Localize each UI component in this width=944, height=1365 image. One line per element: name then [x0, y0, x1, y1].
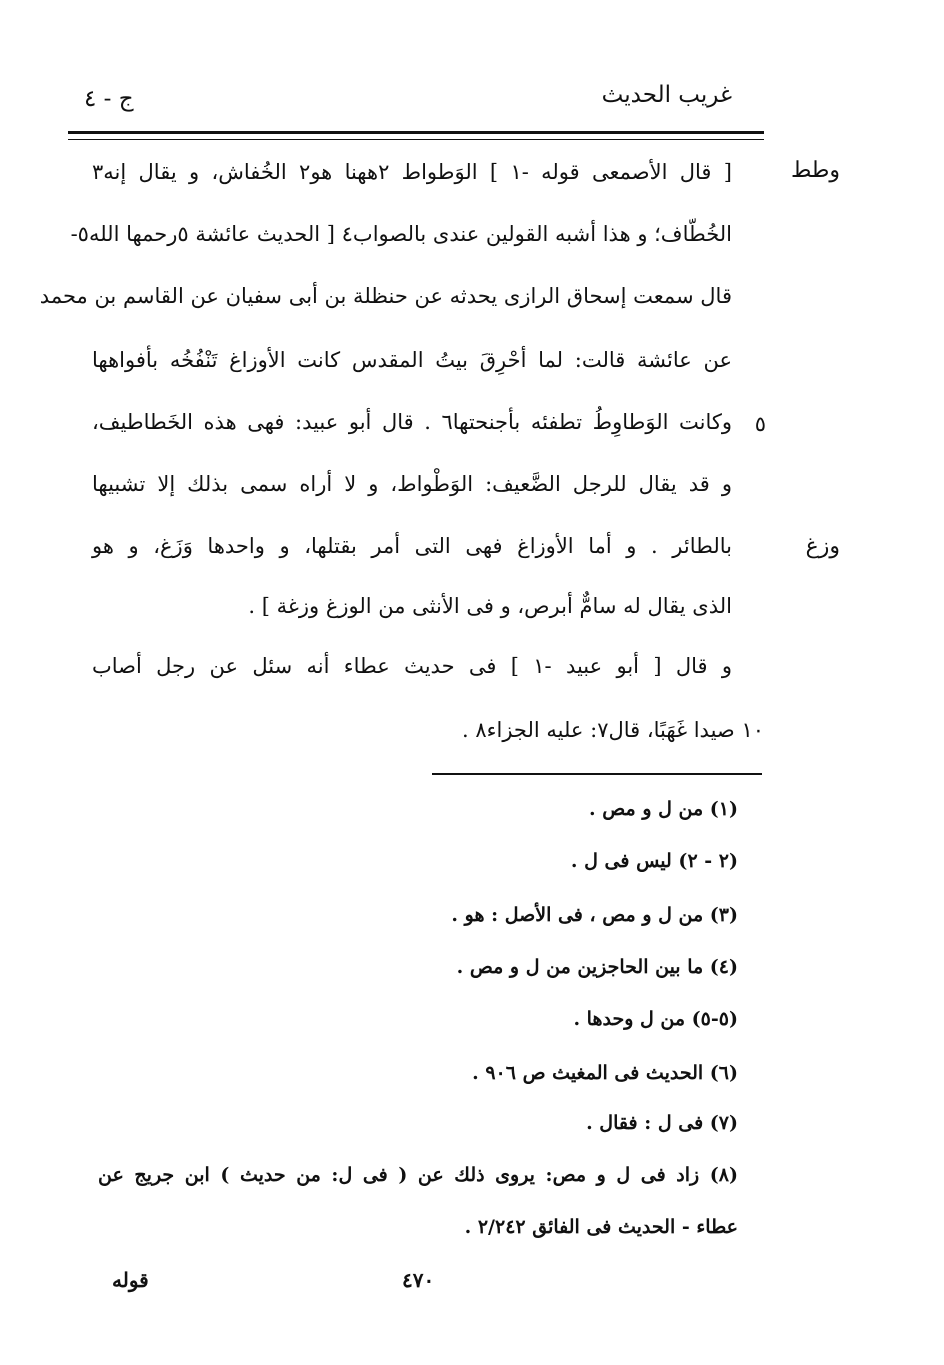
- footnote-8-continued: عطاء - الحديث فى الفائق ٢/٢٤٢ .: [464, 1216, 738, 1238]
- body-line-2: الخُطّاف؛ و هذا أشبه القولين عندى بالصواب٤ [ الحديث عائشة ٥رحمها الله٥-: [70, 222, 732, 246]
- running-title: غريب الحديث: [601, 82, 732, 108]
- footnote-7: (٧) فى ل : فقال .: [586, 1112, 738, 1134]
- body-line-4: عن عائشة قالت: لما أحْرِقَ بيتُ المقدس كانت الأوزاغ تَنْفُخُه بأفواهها: [92, 348, 732, 372]
- footnote-separator: [432, 773, 762, 775]
- page-number: ٤٧٠: [402, 1268, 435, 1292]
- line-number-5: ٥: [754, 412, 766, 436]
- margin-keyword-watt: وطط: [790, 158, 840, 183]
- margin-keyword-wazagh: وزغ: [805, 534, 840, 559]
- body-line-3: قال سمعت إسحاق الرازى يحدثه عن حنظلة بن أبى سفيان عن القاسم بن محمد: [39, 284, 732, 308]
- body-line-10-text: صيدا غَهَبًا، قال٧: عليه الجزاء٨ .: [461, 718, 735, 742]
- body-line-8: الذى يقال له سامٌّ أبرص، و فى الأنثى من الوزغ وزغة ] .: [248, 594, 732, 618]
- catchword: قوله: [112, 1268, 149, 1292]
- line-number-10: ١٠: [741, 718, 764, 742]
- footnote-6: (٦) الحديث فى المغيث ص ٩٠٦ .: [472, 1062, 738, 1084]
- body-line-1: [ قال الأصمعى قوله -١ ] الوَطواط ٢ههنا هو٢ الخُفاش، و يقال إنه٣: [92, 160, 732, 184]
- body-line-6: و قد يقال للرجل الضَّعيف: الوَطْواط، و لا أراه سمى بذلك إلا تشبيها: [92, 472, 732, 496]
- footnote-5: (٥-٥) من ل وحدها .: [573, 1008, 738, 1030]
- footnote-8: (٨) زاد فى ل و مص: يروى ذلك عن ( فى ل: من حديث ) ابن جريج عن: [98, 1164, 738, 1186]
- volume-label: ج - ٤: [84, 86, 134, 112]
- body-line-9: و قال [ أبو عبيد -١ ] فى حديث عطاء أنه سئل عن رجل أصاب: [92, 654, 732, 678]
- body-line-10: [124, 718, 764, 743]
- footnote-2: (٢ - ٢) ليس فى ل .: [570, 850, 738, 872]
- body-line-7: بالطائر . و أما الأوزاغ فهى التى أمر بقتلها، و واحدها وَزَغ، و هو: [92, 534, 732, 558]
- header-rule-thick: [68, 131, 764, 134]
- footnote-1: (١) من ل و مص .: [589, 798, 738, 820]
- footnote-4: (٤) ما بين الحاجزين من ل و مص .: [456, 956, 738, 978]
- header-rule-thin: [68, 139, 764, 140]
- footnote-3: (٣) من ل و مص ، فى الأصل : هو .: [451, 904, 738, 926]
- body-line-5: وكانت الوَطاوِطُ تطفئه بأجنحتها٦ . قال أبو عبيد: فهى هذه الخَطاطيف،: [92, 410, 733, 434]
